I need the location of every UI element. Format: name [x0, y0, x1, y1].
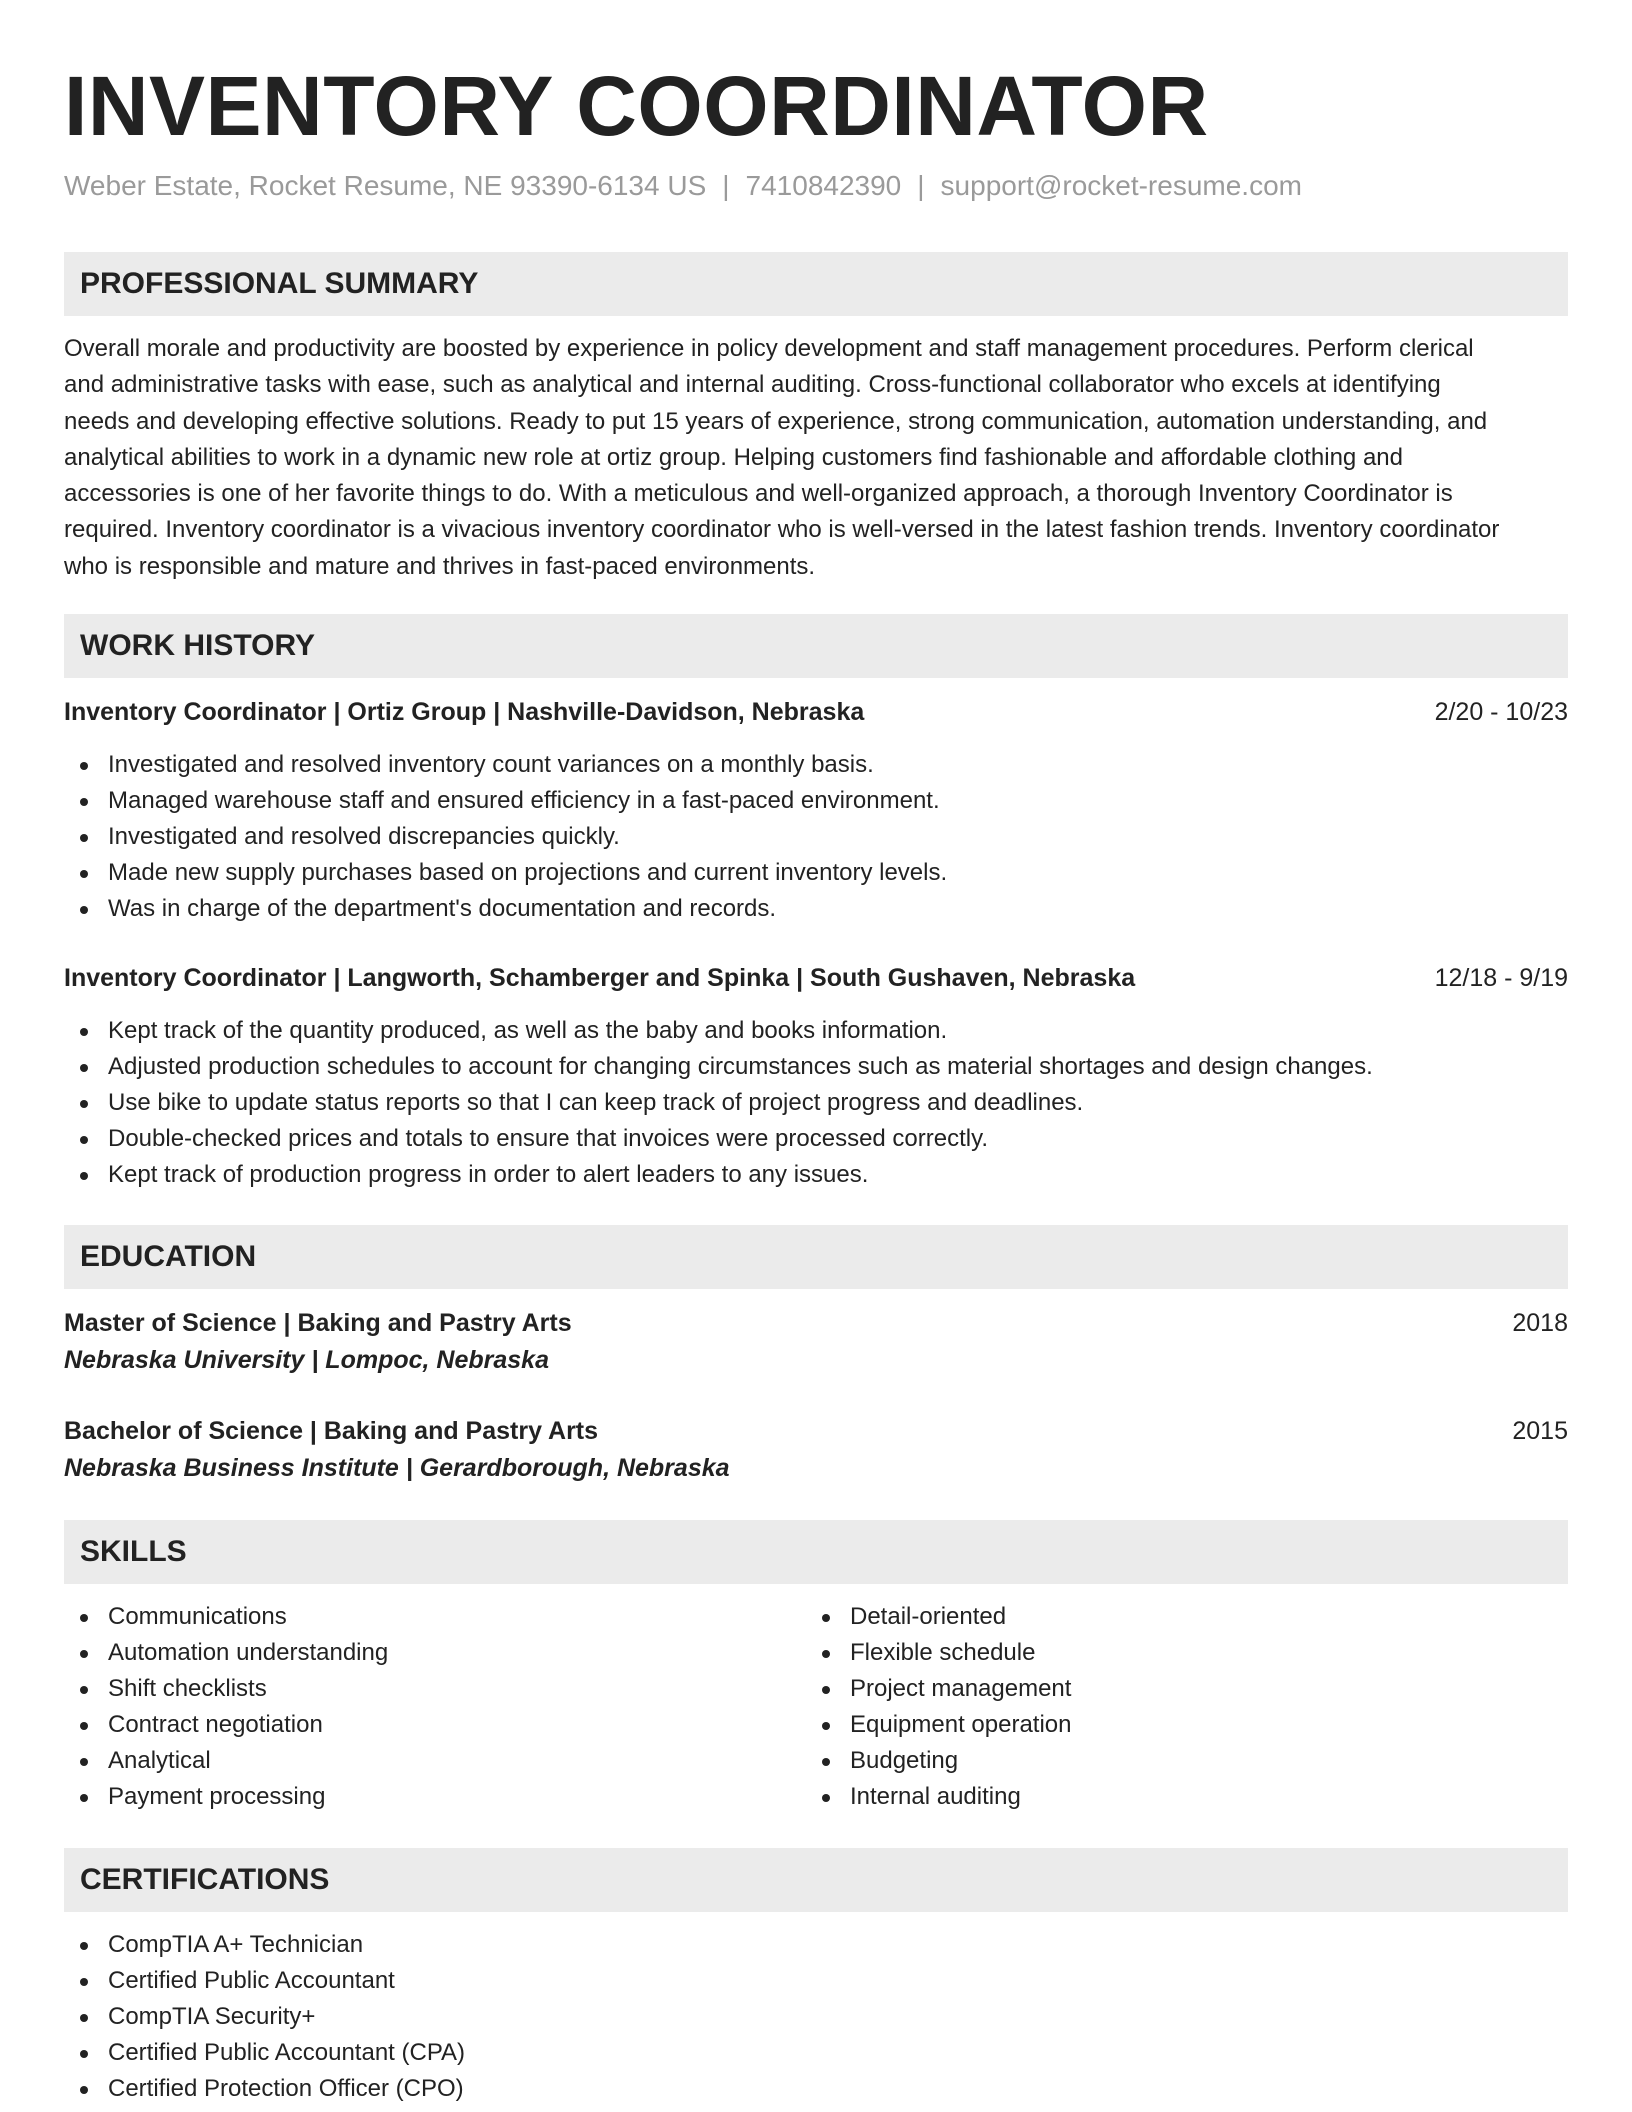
job-bullet-text: Was in charge of the department's documentation and records. — [108, 895, 777, 923]
bullet-icon — [80, 1136, 88, 1144]
skill-text: Shift checklists — [108, 1675, 267, 1703]
job-header — [64, 694, 1568, 730]
job-entry — [64, 960, 1568, 1193]
degree-title: Master of Science | Baking and Pastry Arts — [64, 1309, 572, 1338]
work-heading: WORK HISTORY — [64, 614, 1568, 678]
contact-line — [64, 168, 1568, 204]
certification-item — [64, 1999, 1568, 2035]
contact-separator: | — [722, 170, 730, 201]
job-bullet-text: Use bike to update status reports so that I can keep track of project progress and deadlines. — [108, 1089, 1084, 1117]
bullet-icon — [80, 834, 88, 842]
resume-page — [64, 56, 1568, 2107]
skills-column-left — [64, 1599, 806, 1815]
degree-title: Bachelor of Science | Baking and Pastry Arts — [64, 1417, 599, 1446]
skill-item — [806, 1779, 1548, 1815]
skill-item — [64, 1599, 806, 1635]
skill-item — [64, 1707, 806, 1743]
summary-line: required. Inventory coordinator is a vivacious inventory coordinator who is well-versed in the latest fashion trends. Inventory coordinator — [64, 516, 1500, 544]
job-title: Inventory Coordinator | Ortiz Group | Nashville-Davidson, Nebraska — [64, 698, 865, 727]
job-bullet — [64, 1121, 1568, 1157]
job-bullet — [64, 891, 1568, 927]
school-name: Nebraska Business Institute | Gerardborough, Nebraska — [64, 1454, 730, 1483]
skill-text: Contract negotiation — [108, 1711, 323, 1739]
job-bullet-text: Investigated and resolved discrepancies quickly. — [108, 823, 620, 851]
skills-section — [64, 1520, 1568, 1815]
certification-text: CompTIA A+ Technician — [108, 1931, 364, 1959]
skill-text: Equipment operation — [850, 1711, 1072, 1739]
education-entry — [64, 1413, 1568, 1487]
bullet-icon — [80, 2014, 88, 2022]
skill-item — [64, 1743, 806, 1779]
skill-item — [806, 1599, 1548, 1635]
certification-text: Certified Public Accountant — [108, 1967, 395, 1995]
summary-heading: PROFESSIONAL SUMMARY — [64, 252, 1568, 316]
bullet-icon — [80, 1978, 88, 1986]
job-entry — [64, 694, 1568, 927]
education-entry — [64, 1305, 1568, 1379]
job-bullet — [64, 1085, 1568, 1121]
summary-line: analytical abilities to work in a dynamic new role at ortiz group. Helping customers find fashionable and affordable clothing and — [64, 443, 1403, 471]
bullet-icon — [80, 906, 88, 914]
job-title: Inventory Coordinator | Langworth, Schamberger and Spinka | South Gushaven, Nebraska — [64, 964, 1136, 993]
job-bullet — [64, 1013, 1568, 1049]
bullet-icon — [80, 2086, 88, 2094]
bullet-icon — [822, 1722, 830, 1730]
skill-item — [806, 1707, 1548, 1743]
skill-text: Analytical — [108, 1747, 211, 1775]
skill-item — [64, 1635, 806, 1671]
job-bullet — [64, 783, 1568, 819]
job-bullet — [64, 1049, 1568, 1085]
job-bullet — [64, 747, 1568, 783]
job-bullet-text: Managed warehouse staff and ensured efficiency in a fast-paced environment. — [108, 787, 940, 815]
education-header — [64, 1413, 1568, 1449]
skill-text: Internal auditing — [850, 1783, 1021, 1811]
education-header — [64, 1305, 1568, 1341]
job-bullet-text: Double-checked prices and totals to ensure that invoices were processed correctly. — [108, 1125, 988, 1153]
bullet-icon — [80, 870, 88, 878]
skill-text: Communications — [108, 1603, 287, 1631]
certification-item — [64, 2035, 1568, 2071]
skill-text: Project management — [850, 1675, 1072, 1703]
skill-item — [806, 1635, 1548, 1671]
bullet-icon — [80, 1028, 88, 1036]
bullet-icon — [80, 1758, 88, 1766]
education-section — [64, 1225, 1568, 1487]
bullet-icon — [822, 1794, 830, 1802]
education-heading: EDUCATION — [64, 1225, 1568, 1289]
skill-text: Flexible schedule — [850, 1639, 1036, 1667]
job-bullet-text: Kept track of production progress in order to alert leaders to any issues. — [108, 1161, 869, 1189]
skills-grid — [64, 1599, 1568, 1815]
skill-item — [64, 1779, 806, 1815]
bullet-icon — [822, 1650, 830, 1658]
summary-line: needs and developing effective solutions. Ready to put 15 years of experience, strong communication, automation understanding, and — [64, 407, 1488, 435]
bullet-icon — [80, 1614, 88, 1622]
bullet-icon — [80, 798, 88, 806]
skills-column-right — [806, 1599, 1548, 1815]
certification-text: CompTIA Security+ — [108, 2003, 316, 2031]
certification-text: Certified Protection Officer (CPO) — [108, 2075, 464, 2103]
contact-address: Weber Estate, Rocket Resume, NE 93390-6134 US — [64, 170, 707, 201]
school-name: Nebraska University | Lompoc, Nebraska — [64, 1346, 549, 1375]
skill-item — [806, 1743, 1548, 1779]
job-bullet-text: Adjusted production schedules to account for changing circumstances such as material shortages and design changes. — [108, 1053, 1373, 1081]
job-bullet — [64, 819, 1568, 855]
certifications-section — [64, 1848, 1568, 2107]
skill-text: Payment processing — [108, 1783, 326, 1811]
job-bullet — [64, 1157, 1568, 1193]
certifications-list — [64, 1927, 1568, 2107]
bullet-icon — [80, 1794, 88, 1802]
skill-text: Budgeting — [850, 1747, 959, 1775]
bullet-icon — [822, 1758, 830, 1766]
summary-line: Overall morale and productivity are boosted by experience in policy development and staff management procedures. Perform clerical — [64, 335, 1474, 362]
certifications-heading: CERTIFICATIONS — [64, 1848, 1568, 1912]
certification-item — [64, 1963, 1568, 1999]
bullet-icon — [80, 1650, 88, 1658]
certification-item — [64, 1927, 1568, 1963]
job-header — [64, 960, 1568, 996]
bullet-icon — [822, 1614, 830, 1622]
job-bullet-text: Made new supply purchases based on projections and current inventory levels. — [108, 859, 948, 887]
job-bullet — [64, 855, 1568, 891]
certification-item — [64, 2071, 1568, 2107]
job-bullets — [64, 1013, 1568, 1193]
bullet-icon — [80, 1172, 88, 1180]
contact-email: support@rocket-resume.com — [940, 170, 1302, 201]
certification-text: Certified Public Accountant (CPA) — [108, 2039, 466, 2067]
summary-line: and administrative tasks with ease, such as analytical and internal auditing. Cross-functional collaborator who excels at identifying — [64, 371, 1441, 399]
job-bullets — [64, 747, 1568, 927]
work-section — [64, 614, 1568, 1193]
summary-line: who is responsible and mature and thrives in fast-paced environments. — [64, 552, 816, 580]
bullet-icon — [80, 762, 88, 770]
bullet-icon — [80, 2050, 88, 2058]
degree-year: 2015 — [1512, 1417, 1568, 1446]
job-dates: 2/20 - 10/23 — [1434, 698, 1568, 727]
candidate-name: INVENTORY COORDINATOR — [64, 59, 1209, 153]
job-bullet-text: Kept track of the quantity produced, as well as the baby and books information. — [108, 1017, 948, 1045]
skill-text: Detail-oriented — [850, 1603, 1007, 1631]
degree-year: 2018 — [1512, 1309, 1568, 1338]
bullet-icon — [80, 1942, 88, 1950]
skill-text: Automation understanding — [108, 1639, 389, 1667]
job-dates: 12/18 - 9/19 — [1434, 964, 1568, 993]
skill-item — [806, 1671, 1548, 1707]
job-bullet-text: Investigated and resolved inventory count variances on a monthly basis. — [108, 751, 874, 779]
summary-section — [64, 252, 1568, 585]
bullet-icon — [80, 1686, 88, 1694]
skills-heading: SKILLS — [64, 1520, 1568, 1584]
bullet-icon — [80, 1722, 88, 1730]
summary-paragraph — [64, 331, 1568, 585]
summary-line: accessories is one of her favorite things to do. With a meticulous and well-organized approach, a thorough Inventory Coordinator is — [64, 480, 1453, 508]
skill-item — [64, 1671, 806, 1707]
contact-phone: 7410842390 — [745, 170, 902, 201]
contact-separator: | — [917, 170, 925, 201]
bullet-icon — [80, 1064, 88, 1072]
bullet-icon — [80, 1100, 88, 1108]
bullet-icon — [822, 1686, 830, 1694]
